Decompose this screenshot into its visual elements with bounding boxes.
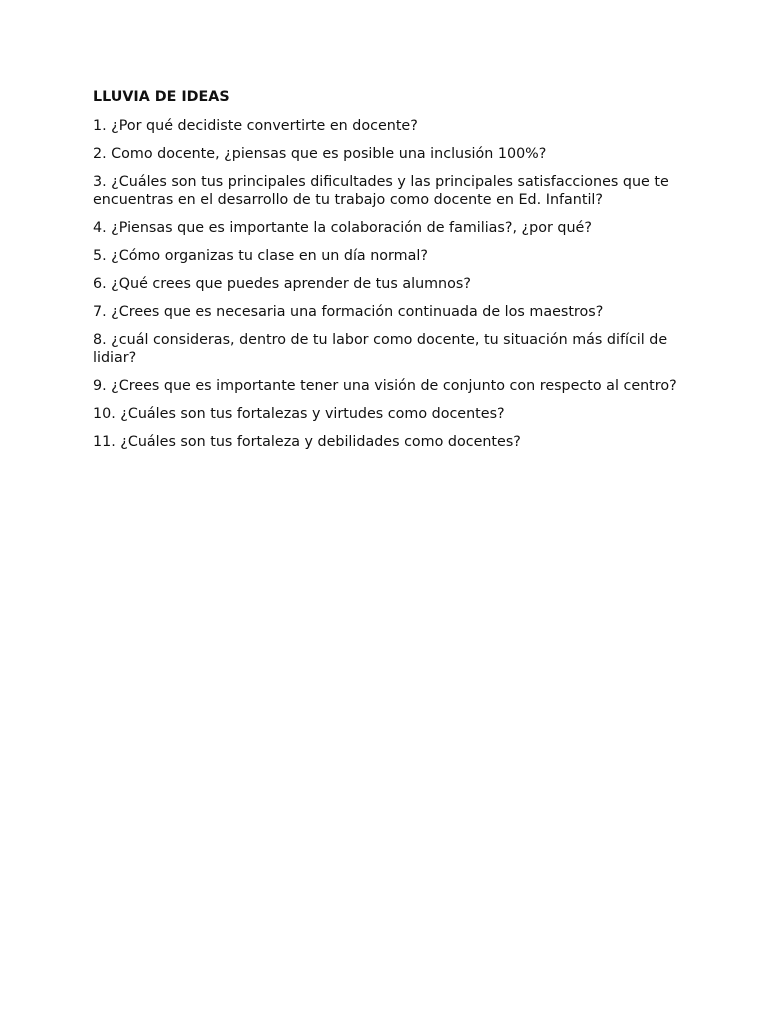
question-8: 8. ¿cuál consideras, dentro de tu labor como docente, tu situación más difícil de lidiar? <box>93 332 668 366</box>
question-7: 7. ¿Crees que es necesaria una formación continuada de los maestros? <box>93 304 604 320</box>
question-9: 9. ¿Crees que es importante tener una visión de conjunto con respecto al centro? <box>93 378 677 394</box>
question-6: 6. ¿Qué crees que puedes aprender de tus alumnos? <box>93 276 471 292</box>
question-10: 10. ¿Cuáles son tus fortalezas y virtudes como docentes? <box>93 406 505 422</box>
document-title: LLUVIA DE IDEAS <box>93 89 230 105</box>
document-body <box>93 88 683 461</box>
question-3: 3. ¿Cuáles son tus principales dificultades y las principales satisfacciones que te encuentras en el desarrollo de tu trabajo como docente en Ed. Infantil? <box>93 174 669 208</box>
question-2: 2. Como docente, ¿piensas que es posible una inclusión 100%? <box>93 146 547 162</box>
question-11: 11. ¿Cuáles son tus fortaleza y debilidades como docentes? <box>93 434 521 450</box>
question-1: 1. ¿Por qué decidiste convertirte en docente? <box>93 118 418 134</box>
question-5: 5. ¿Cómo organizas tu clase en un día normal? <box>93 248 428 264</box>
question-4: 4. ¿Piensas que es importante la colaboración de familias?, ¿por qué? <box>93 220 592 236</box>
